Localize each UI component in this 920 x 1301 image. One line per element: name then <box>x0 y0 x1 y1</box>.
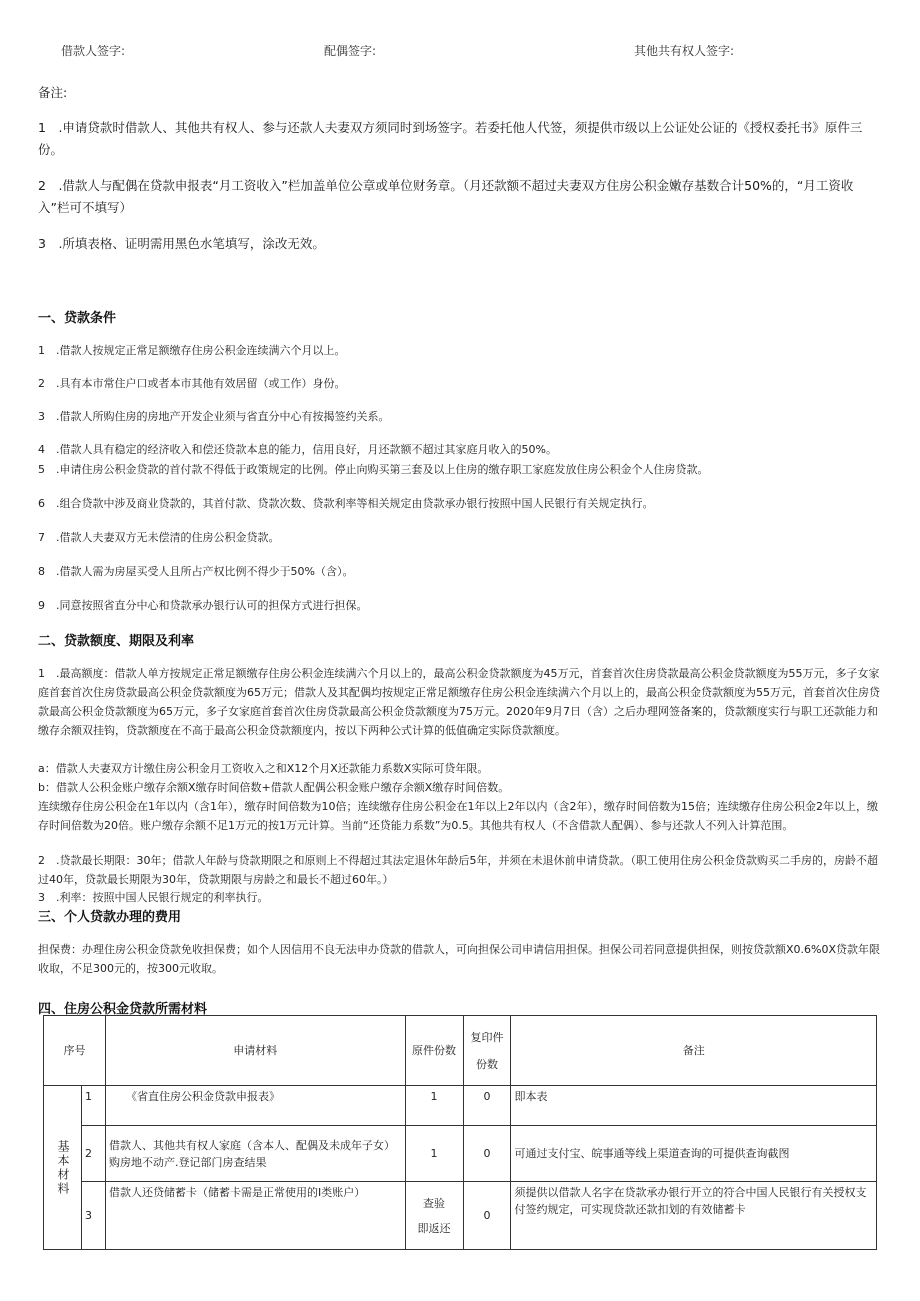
section-3-title: 三、个人贷款办理的费用 <box>38 910 182 925</box>
row-note: 可通过支付宝、皖事通等线上渠道查询的可提供查询截图 <box>511 1126 877 1182</box>
loan-term-paragraph: 2 .贷款最长期限：30年；借款人年龄与贷款期限之和原则上不得超过其法定退休年龄后5年，并须在未退休前申请贷款。（职工使用住房公积金贷款购买二手房的，房龄不超过40年，贷款最长期限为30年，贷款期限与房龄之和最长不超过60年。） <box>38 854 878 886</box>
table-row <box>44 1086 877 1126</box>
header-copy-count <box>463 1016 511 1086</box>
header-copy-label: 复印件 <box>470 1030 504 1044</box>
spouse-signature-label: 配偶签字: <box>324 44 377 58</box>
table-row <box>44 1182 877 1250</box>
row-original-count: 1 <box>405 1126 463 1182</box>
row-original-return: 即返还 <box>417 1221 451 1235</box>
section-2-title: 二、贷款额度、期限及利率 <box>38 634 195 649</box>
row-material: 《省直住房公积金贷款申报表》 <box>105 1086 405 1126</box>
deposit-multiplier-paragraph: 连续缴存住房公积金在1年以内（含1年），缴存时间倍数为10倍；连续缴存住房公积金在1年以上2年以内（含2年），缴存时间倍数为15倍；连续缴存住房公积金2年以上，缴存时间倍数为20倍。账户缴存余额不足1万元的按1万元计算。当前“还贷能力系数”为0.5。其他共有权人（不含借款人配偶）、参与还款人不列入计算范围。 <box>38 800 878 832</box>
condition-item: 9 .同意按照省直分中心和贷款承办银行认可的担保方式进行担保。 <box>38 599 368 612</box>
section-4-title: 四、住房公积金贷款所需材料 <box>38 1002 208 1017</box>
condition-item: 6 .组合贷款中涉及商业贷款的，其首付款、贷款次数、贷款利率等相关规定由贷款承办银行按照中国人民银行有关规定执行。 <box>38 497 654 510</box>
row-original-count <box>405 1182 463 1250</box>
guarantee-fee-paragraph: 担保费：办理住房公积金贷款免收担保费；如个人因信用不良无法申办贷款的借款人，可向担保公司申请信用担保。担保公司若同意提供担保，则按贷款额X0.6%0X贷款年限收取，不足300元的，按300元收取。 <box>38 943 881 975</box>
header-copy-unit: 份数 <box>475 1057 498 1071</box>
materials-table <box>43 1015 877 1250</box>
condition-item: 7 .借款人夫妻双方无未偿清的住房公积金贷款。 <box>38 531 280 544</box>
row-copy-count: 0 <box>463 1182 511 1250</box>
header-original-count: 原件份数 <box>405 1016 463 1086</box>
formula-b: b：借款人公积金账户缴存余额X缴存时间倍数+借款人配偶公积金账户缴存余额X缴存时间倍数。 <box>38 781 510 794</box>
table-header-row <box>44 1016 877 1086</box>
row-material: 借款人、其他共有权人家庭（含本人、配偶及未成年子女）购房地不动产.登记部门房查结果 <box>105 1126 405 1182</box>
row-copy-count: 0 <box>463 1126 511 1182</box>
row-note: 即本表 <box>511 1086 877 1126</box>
section-1-title: 一、贷款条件 <box>38 311 117 326</box>
header-material: 申请材料 <box>105 1016 405 1086</box>
row-material: 借款人还贷储蓄卡（储蓄卡需是正常使用的Ⅰ类账户） <box>105 1182 405 1250</box>
borrower-signature-label: 借款人签字: <box>61 44 126 58</box>
remark-item: 3 .所填表格、证明需用黑色水笔填写，涂改无效。 <box>38 236 325 251</box>
row-copy-count: 0 <box>463 1086 511 1126</box>
row-note: 须提供以借款人名字在贷款承办银行开立的符合中国人民银行有关授权支付签约规定，可实现贷款还款扣划的有效储蓄卡 <box>511 1182 877 1250</box>
condition-item: 8 .借款人需为房屋买受人且所占产权比例不得少于50%（含）。 <box>38 565 354 578</box>
row-number: 1 <box>81 1086 105 1126</box>
header-seq: 序号 <box>44 1016 106 1086</box>
condition-item: 5 .申请住房公积金贷款的首付款不得低于政策规定的比例。停止向购买第三套及以上住房的缴存职工家庭发放住房公积金个人住房贷款。 <box>38 463 709 476</box>
interest-rate-paragraph: 3 .利率：按照中国人民银行规定的利率执行。 <box>38 891 269 904</box>
group-label: 基本材料 <box>44 1086 82 1250</box>
condition-item: 1 .借款人按规定正常足额缴存住房公积金连续满六个月以上。 <box>38 344 346 357</box>
condition-item: 3 .借款人所购住房的房地产开发企业须与省直分中心有按揭签约关系。 <box>38 410 390 423</box>
row-number: 3 <box>81 1182 105 1250</box>
row-number: 2 <box>81 1126 105 1182</box>
row-original-check: 查验 <box>423 1196 446 1210</box>
remark-item: 1 .申请贷款时借款人、其他共有权人、参与还款人夫妻双方须同时到场签字。若委托他人代签，须提供市级以上公证处公证的《授权委托书》原件三份。 <box>38 120 863 157</box>
table-row <box>44 1126 877 1182</box>
row-original-count: 1 <box>405 1086 463 1126</box>
condition-item: 2 .具有本市常住户口或者本市其他有效居留（或工作）身份。 <box>38 377 346 390</box>
condition-item: 4 .借款人具有稳定的经济收入和偿还贷款本息的能力，信用良好，月还款额不超过其家庭月收入的50%。 <box>38 443 557 456</box>
formula-a: a：借款人夫妻双方计缴住房公积金月工资收入之和X12个月X还款能力系数X实际可贷年限。 <box>38 762 489 775</box>
header-note: 备注 <box>511 1016 877 1086</box>
loan-amount-paragraph: 1 .最高额度：借款人单方按规定正常足额缴存住房公积金连续满六个月以上的，最高公积金贷款额度为45万元，首套首次住房贷款最高公积金贷款额度为55万元，多子女家庭首套首次住房贷款最高公积金贷款额度为65万元；借款人及其配偶均按规定正常足额缴存住房公积金连续满六个月以上的，最高公积金贷款额度为55万元，首套首次住房贷款最高公积金贷款额度为65万元，多子女家庭首套首次住房贷款最高公积金贷款额度为75万元。2020年9月7日（含）之后办理网签备案的，贷款额度实行与职工还款能力和缴存余额双挂钩，贷款额度在不高于最高公积金贷款额度内，按以下两种公式计算的低值确定实际贷款额度。 <box>38 667 880 737</box>
co-owner-signature-label: 其他共有权人签字: <box>634 44 735 58</box>
remarks-title: 备注: <box>38 85 68 100</box>
remark-item: 2 .借款人与配偶在贷款申报表“月工资收入”栏加盖单位公章或单位财务章。（月还款额不超过夫妻双方住房公积金嫩存基数合计50%的，“月工资收入”栏可不填写） <box>38 178 854 215</box>
